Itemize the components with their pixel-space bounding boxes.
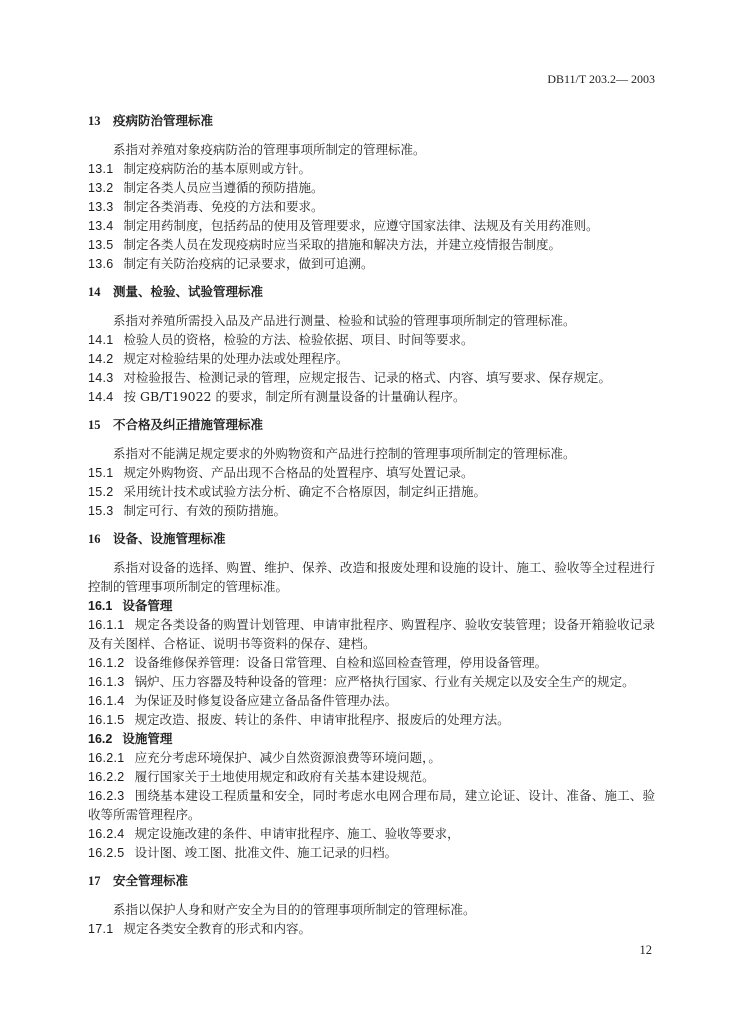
intro-line: 控制的管理事项所制定的管理标准。 bbox=[88, 579, 289, 594]
clause-number: 13.2 bbox=[88, 181, 114, 195]
clause-item bbox=[88, 178, 655, 197]
clause-line bbox=[88, 843, 655, 862]
clause-text: 制定用药制度，包括药品的使用及管理要求，应遵守国家法律、法规及有关用药准则。 bbox=[123, 218, 599, 233]
clause-item bbox=[88, 748, 655, 767]
clause-item bbox=[88, 691, 655, 710]
section-heading bbox=[88, 871, 655, 890]
clause-line bbox=[88, 159, 655, 178]
clause-text: 制定各类消毒、免疫的方法和要求。 bbox=[123, 199, 324, 214]
section-number: 17 bbox=[88, 874, 101, 888]
clause-item bbox=[88, 843, 655, 862]
clause-item bbox=[88, 767, 655, 786]
clause-item bbox=[88, 349, 655, 368]
clause-text: 为保证及时修复设备应建立备品备件管理办法。 bbox=[134, 693, 398, 708]
clause-item bbox=[88, 197, 655, 216]
section-title: 设备、设施管理标准 bbox=[113, 531, 226, 546]
clause-number: 16.1.5 bbox=[88, 713, 125, 727]
clause-item bbox=[88, 368, 655, 387]
clause-text: 规定各类安全教育的形式和内容。 bbox=[123, 921, 312, 936]
clause-item bbox=[88, 330, 655, 349]
clause-text: 制定有关防治疫病的记录要求，做到可追溯。 bbox=[123, 256, 374, 271]
clause-line bbox=[88, 482, 655, 501]
section-heading bbox=[88, 529, 655, 548]
document-body bbox=[88, 111, 655, 938]
clause-number: 17.1 bbox=[88, 922, 114, 936]
clause-number: 16.2.5 bbox=[88, 846, 125, 860]
intro-line: 系指对养殖所需投入品及产品进行测量、检验和试验的管理事项所制定的管理标准。 bbox=[113, 313, 576, 328]
subsection-title: 设施管理 bbox=[122, 731, 173, 746]
clause-text: 设备维修保养管理：设备日常管理、自检和巡回检查管理，停用设备管理。 bbox=[134, 655, 548, 670]
clause-line bbox=[88, 919, 655, 938]
clause-number: 13.1 bbox=[88, 162, 114, 176]
clause-item bbox=[88, 387, 655, 406]
intro-line: 系指对不能满足规定要求的外购物资和产品进行控制的管理事项所制定的管理标准。 bbox=[113, 446, 576, 461]
clause-item bbox=[88, 786, 655, 824]
clause-number: 13.5 bbox=[88, 238, 114, 252]
clause-text: 制定疫病防治的基本原则或方针。 bbox=[123, 161, 312, 176]
section-intro bbox=[88, 900, 655, 919]
section-number: 16 bbox=[88, 532, 101, 546]
clause-line bbox=[88, 634, 655, 653]
clause-item bbox=[88, 824, 655, 843]
clause-item bbox=[88, 615, 655, 653]
clause-item bbox=[88, 463, 655, 482]
clause-number: 14.1 bbox=[88, 333, 114, 347]
clause-number: 16.1.1 bbox=[88, 618, 125, 632]
clause-number: 14.2 bbox=[88, 352, 114, 366]
clause-text: 锅炉、压力容器及特种设备的管理：应严格执行国家、行业有关规定以及安全生产的规定。 bbox=[134, 674, 635, 689]
subsection-title: 设备管理 bbox=[122, 598, 173, 613]
clause-line bbox=[88, 178, 655, 197]
clause-line bbox=[88, 501, 655, 520]
clause-text: 收等所需管理程序。 bbox=[88, 807, 201, 822]
clause-item bbox=[88, 254, 655, 273]
clause-number: 14.4 bbox=[88, 390, 114, 404]
section-title: 安全管理标准 bbox=[113, 873, 189, 888]
clause-text: 规定改造、报废、转让的条件、申请审批程序、报废后的处理方法。 bbox=[134, 712, 510, 727]
clause-text: 围绕基本建设工程质量和安全，同时考虑水电网合理布局，建立论证、设计、准备、施工、验 bbox=[134, 788, 655, 803]
clause-text: 对检验报告、检测记录的管理，应规定报告、记录的格式、内容、填写要求、保存规定。 bbox=[123, 370, 612, 385]
section-number: 15 bbox=[88, 418, 101, 432]
section-intro bbox=[88, 444, 655, 463]
clause-item bbox=[88, 482, 655, 501]
intro-line: 系指以保护人身和财产安全为目的的管理事项所制定的管理标准。 bbox=[113, 902, 476, 917]
clause-text: 检验人员的资格，检验的方法、检验依据、项目、时间等要求。 bbox=[123, 332, 474, 347]
clause-number: 16.2.1 bbox=[88, 751, 125, 765]
clause-text: 规定对检验结果的处理办法或处理程序。 bbox=[123, 351, 349, 366]
clause-item bbox=[88, 216, 655, 235]
clause-line bbox=[88, 691, 655, 710]
clause-text: 规定外购物资、产品出现不合格品的处置程序、填写处置记录。 bbox=[123, 465, 474, 480]
clause-number: 13.6 bbox=[88, 257, 114, 271]
page-number: 12 bbox=[639, 943, 652, 957]
subsection-number: 16.2 bbox=[88, 732, 113, 746]
clause-text: 应充分考虑环境保护、减少自然资源浪费等环境问题，。 bbox=[134, 750, 441, 765]
clause-line bbox=[88, 387, 655, 406]
clause-number: 16.1.3 bbox=[88, 675, 125, 689]
clause-text: 采用统计技术或试验方法分析、确定不合格原因，制定纠正措施。 bbox=[123, 484, 487, 499]
section-title: 疫病防治管理标准 bbox=[113, 113, 214, 128]
section-heading bbox=[88, 415, 655, 434]
clause-line bbox=[88, 710, 655, 729]
clause-item bbox=[88, 159, 655, 178]
section bbox=[88, 415, 655, 520]
clause-text: 规定设施改建的条件、申请审批程序、施工、验收等要求， bbox=[134, 826, 460, 841]
section-title: 测量、检验、试验管理标准 bbox=[113, 284, 264, 299]
clause-line bbox=[88, 767, 655, 786]
section bbox=[88, 282, 655, 406]
clause-number: 15.2 bbox=[88, 485, 114, 499]
clause-item bbox=[88, 235, 655, 254]
section bbox=[88, 111, 655, 273]
section-heading bbox=[88, 282, 655, 301]
clause-line bbox=[88, 216, 655, 235]
clause-line bbox=[88, 748, 655, 767]
subsection-number: 16.1 bbox=[88, 599, 113, 613]
clause-text: 设计图、竣工图、批准文件、施工记录的归档。 bbox=[134, 845, 398, 860]
clause-line bbox=[88, 653, 655, 672]
clause-text: 按 GB/T19022 的要求，制定所有测量设备的计量确认程序。 bbox=[123, 389, 466, 404]
section-number: 14 bbox=[88, 285, 101, 299]
section bbox=[88, 871, 655, 938]
clause-number: 16.2.3 bbox=[88, 789, 125, 803]
clause-line bbox=[88, 463, 655, 482]
clause-line bbox=[88, 824, 655, 843]
subsection-heading bbox=[88, 596, 655, 615]
clause-line bbox=[88, 254, 655, 273]
clause-item bbox=[88, 672, 655, 691]
clause-line bbox=[88, 197, 655, 216]
clause-number: 15.1 bbox=[88, 466, 114, 480]
clause-item bbox=[88, 501, 655, 520]
clause-number: 13.3 bbox=[88, 200, 114, 214]
clause-line bbox=[88, 349, 655, 368]
clause-text: 履行国家关于土地使用规定和政府有关基本建设规范。 bbox=[134, 769, 435, 784]
clause-text: 及有关图样、合格证、说明书等资料的保存、建档。 bbox=[88, 636, 376, 651]
clause-text: 规定各类设备的购置计划管理、申请审批程序、购置程序、验收安装管理；设备开箱验收记录 bbox=[134, 617, 655, 632]
intro-line: 系指对养殖对象疫病防治的管理事项所制定的管理标准。 bbox=[113, 142, 426, 157]
section-intro bbox=[88, 140, 655, 159]
section-number: 13 bbox=[88, 114, 101, 128]
section-intro bbox=[88, 311, 655, 330]
clause-number: 13.4 bbox=[88, 219, 114, 233]
clause-line bbox=[88, 672, 655, 691]
clause-line bbox=[88, 805, 655, 824]
clause-text: 制定各类人员应当遵循的预防措施。 bbox=[123, 180, 324, 195]
clause-line bbox=[88, 615, 655, 634]
section-title: 不合格及纠正措施管理标准 bbox=[113, 417, 264, 432]
clause-line bbox=[88, 330, 655, 349]
document-code: DB11/T 203.2— 2003 bbox=[547, 72, 655, 86]
clause-text: 制定可行、有效的预防措施。 bbox=[123, 503, 287, 518]
clause-number: 15.3 bbox=[88, 504, 114, 518]
clause-number: 16.1.4 bbox=[88, 694, 125, 708]
clause-number: 14.3 bbox=[88, 371, 114, 385]
section-heading bbox=[88, 111, 655, 130]
clause-text: 制定各类人员在发现疫病时应当采取的措施和解决方法，并建立疫情报告制度。 bbox=[123, 237, 562, 252]
clause-item bbox=[88, 653, 655, 672]
section bbox=[88, 529, 655, 862]
clause-item bbox=[88, 919, 655, 938]
clause-number: 16.2.4 bbox=[88, 827, 125, 841]
intro-line: 系指对设备的选择、购置、维护、保养、改造和报废处理和设施的设计、施工、验收等全过程进行 bbox=[113, 560, 655, 575]
clause-line bbox=[88, 786, 655, 805]
clause-line bbox=[88, 235, 655, 254]
clause-number: 16.1.2 bbox=[88, 656, 125, 670]
subsection-heading bbox=[88, 729, 655, 748]
clause-number: 16.2.2 bbox=[88, 770, 125, 784]
clause-line bbox=[88, 368, 655, 387]
clause-item bbox=[88, 710, 655, 729]
section-intro bbox=[88, 558, 655, 596]
